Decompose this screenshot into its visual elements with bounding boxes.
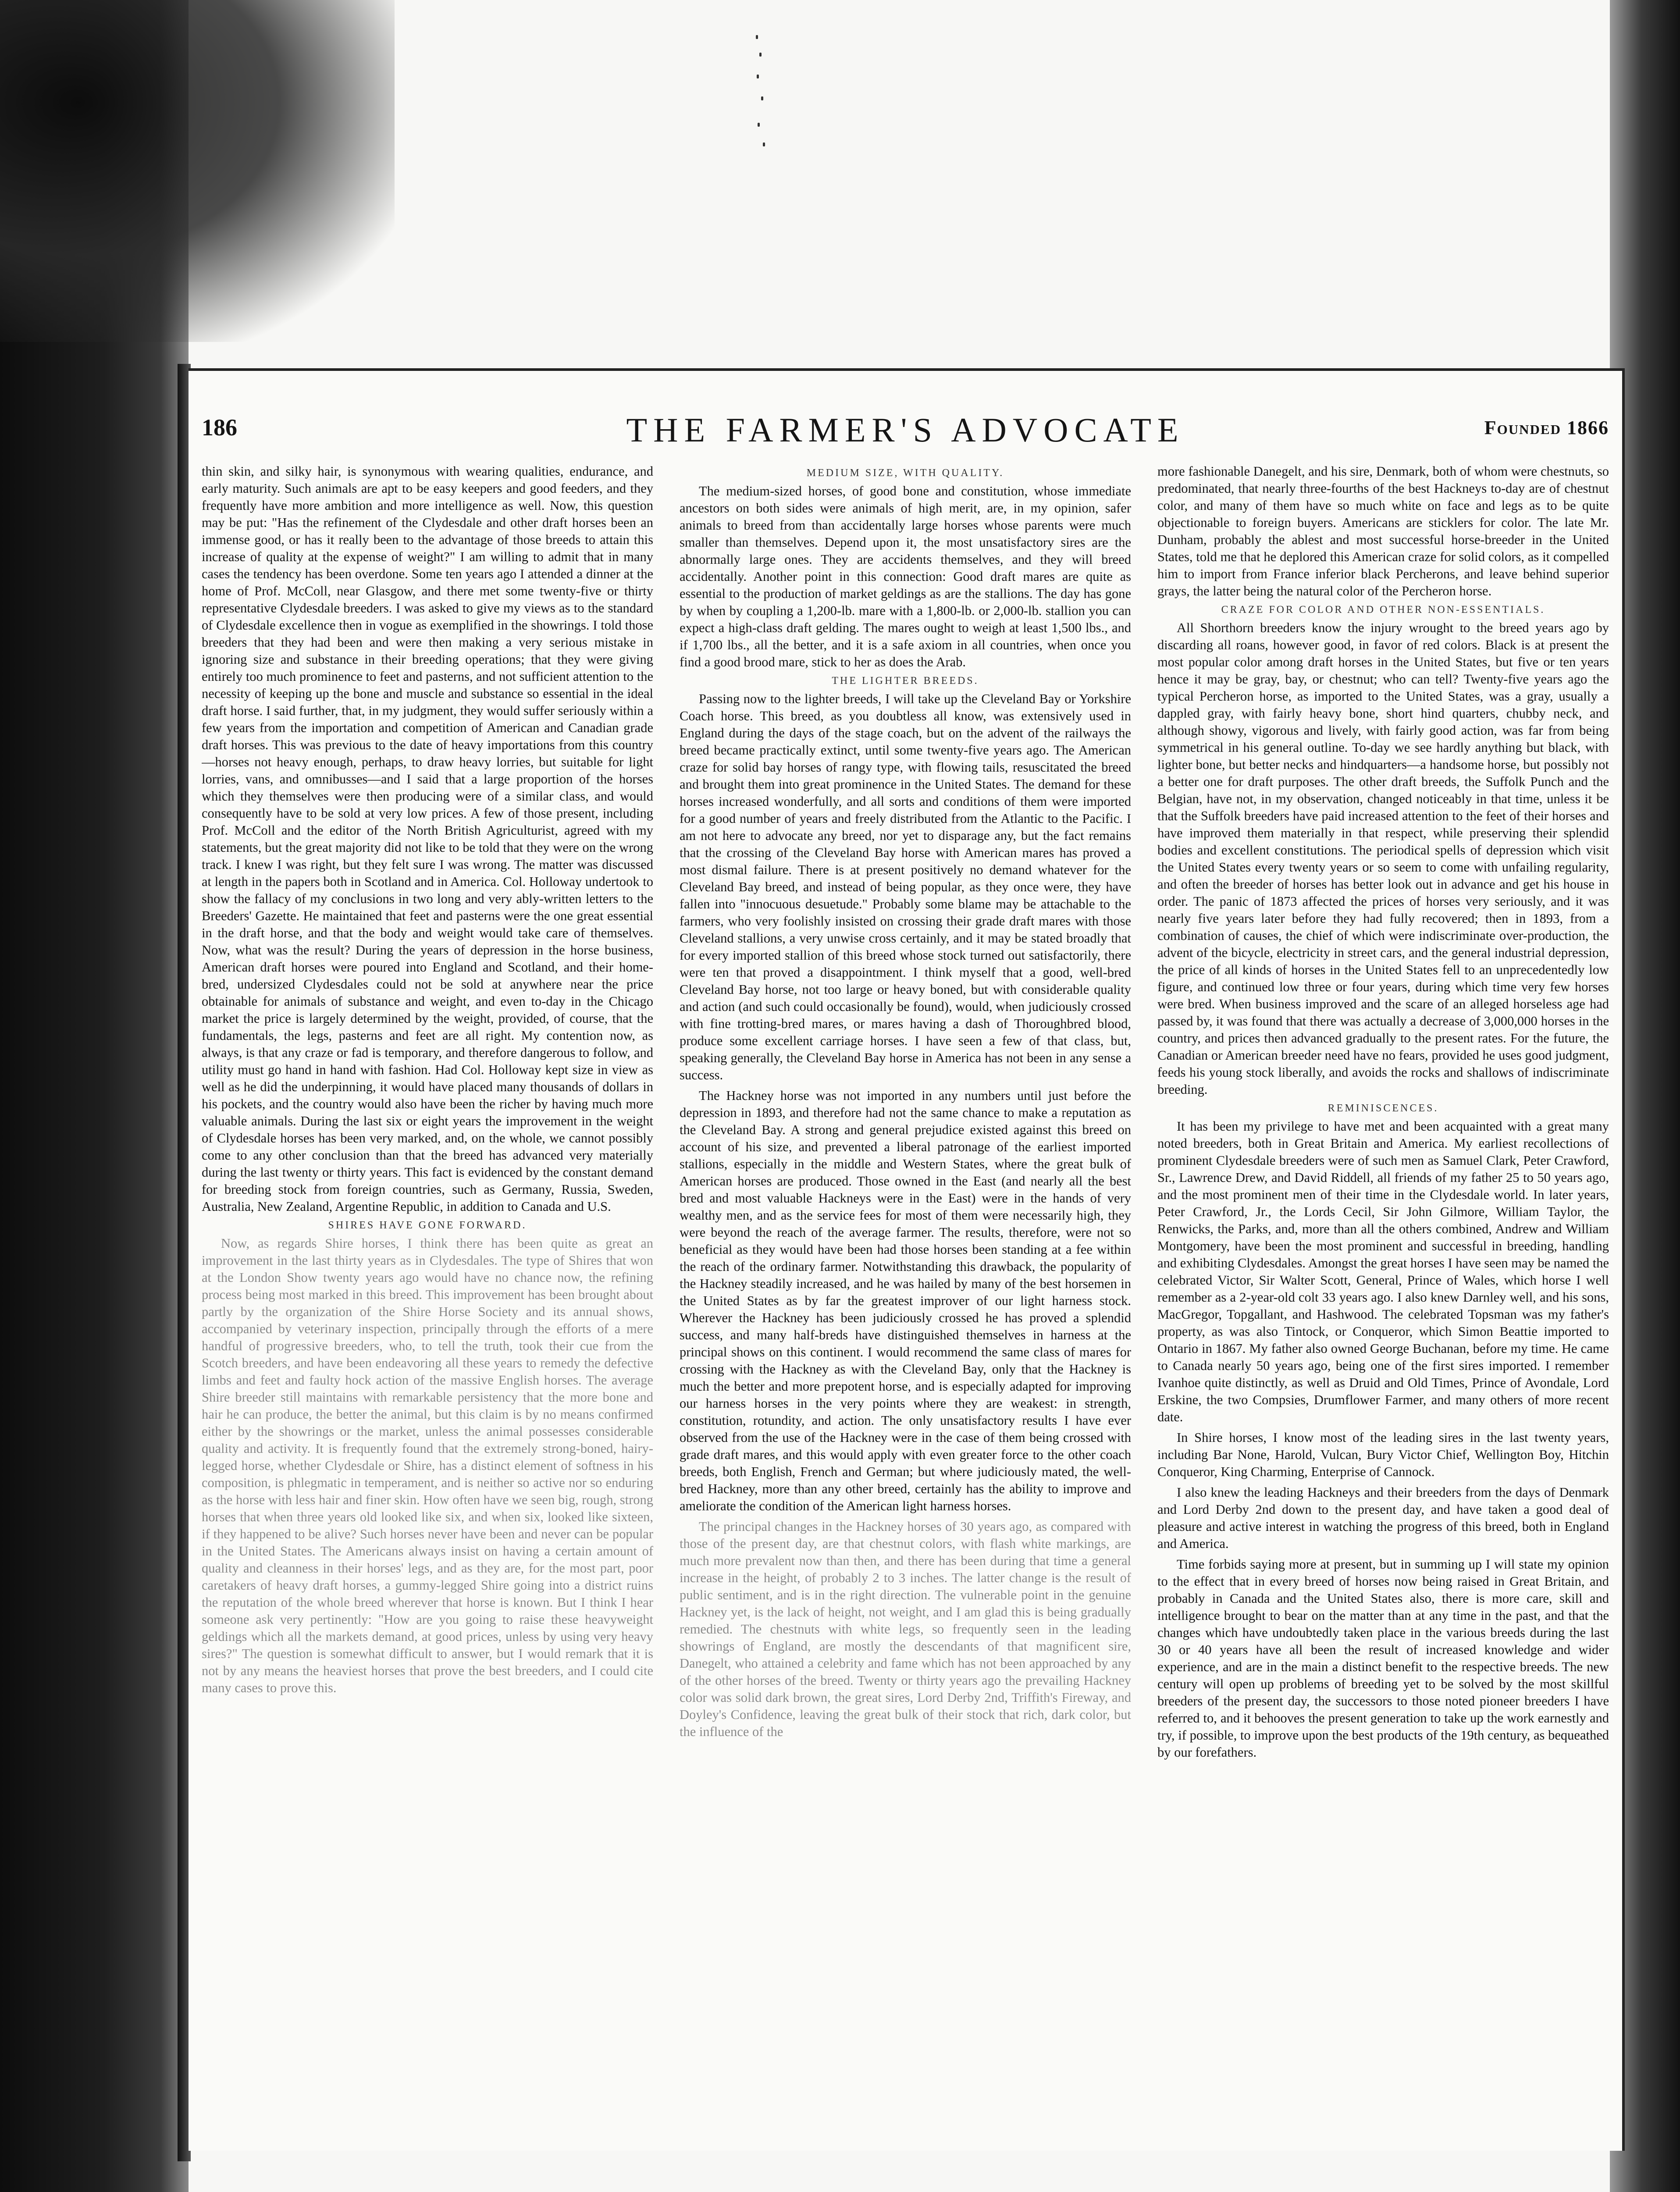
masthead: THE FARMER'S ADVOCATE: [626, 411, 1185, 449]
paragraph: Passing now to the lighter breeds, I will take up the Cleveland Bay or Yorkshire Coach horse. This breed, as you doubtless all know, was extensively used in England during the days of the stage coach, but on the advent of the railways the breed became practically extinct, until some twenty-five years ago. The American craze for solid bay horses of rangy type, with flowing tails, resuscitated the breed and brought them into great prominence in the United States. The demand for these horses increased wonderfully, and all sorts and conditions of them were imported for a good number of years and freely distributed from the Atlantic to the Pacific. I am not here to advocate any breed, nor yet to disparage any, but the fact remains that the crossing of the Cleveland Bay horse with American mares has proved a most dismal failure. There is at present positively no demand whatever for the Cleveland Bay breed, and instead of being popular, as they once were, they have fallen into "innocuous desuetude." Probably some blame may be attachable to the farmers, who very foolishly insisted on crossing their grade draft mares with those Cleveland stallions, a very unwise cross certainly, and it may be stated broadly that for every imported stallion of this breed whose stock turned out satisfactorily, there were ten that proved a disappointment. I think myself that a good, well-bred Cleveland Bay horse, not too large or heavy boned, but with considerable quality and action (and such could occasionally be found), would, when judiciously crossed with fine trotting-bred mares, or mares having a dash of Thoroughbred blood, produce some excellent carriage horses. I have seen a few of that class, but, speaking generally, the Cleveland Bay horse in America has not been in any sense a success.: [680, 691, 1131, 1082]
paragraph: All Shorthorn breeders know the injury wrought to the breed years ago by discarding all roans, however good, in favor of red colors. Black is at present the most popular color among draft horses in the United States, but five or ten years hence it may be gray, bay, or chestnut; who can tell? Twenty-five years ago the typical Percheron horse, as imported to the United States, was a gray, usually a dappled gray, with fairly heavy bone, short hind quarters, chubby neck, and although showy, vigorous and lively, with fairly good action, was far from being symmetrical in his general outline. To-day we see hardly anything but black, with lighter bone, but better necks and hindquarters—a handsome horse, but possibly not a better one for draft purposes. The other draft breeds, the Suffolk Punch and the Belgian, have not, in my observation, changed noticeably in that time, unless it be that the Suffolk breeders have paid increased attention to the feet of their horses and have improved them materially in that respect, while preserving their splendid bodies and excellent constitutions. The periodical spells of depression which visit the United States every twenty years or so seem to come with unfailing regularity, and often the breeder of horses has better look out in advance and get his house in order. The panic of 1873 affected the prices of horses very seriously, and it was nearly five years later before they had fully recovered; then in 1893, from a combination of causes, the chief of which were indiscriminate over-production, the advent of the bicycle, electricity in street cars, and the general industrial depression, the price of all kinds of horses in the United States fell to an unprecedentedly low figure, and continued low three or four years, during which time very few horses were bred. When business improved and the scare of an alleged horseless age had passed by, it was found that there was actually a decrease of 3,000,000 horses in the country, and prices then advanced gradually to the present rates. For the future, the Canadian or American breeder need have no fears, provided he uses good judgment, feeds his young stock liberally, and avoids the rocks and shallows of indiscriminate breeding.: [1157, 620, 1609, 1097]
section-heading: THE LIGHTER BREEDS.: [832, 675, 979, 687]
page-header: [202, 410, 1609, 450]
scan-shadow: [0, 0, 395, 342]
column-middle: [680, 463, 1131, 2133]
paragraph: Time forbids saying more at present, but in summing up I will state my opinion to the effect that in every breed of horses now being raised in Great Britain, and probably in Canada and the United States also, there is more care, skill and intelligence brought to bear on the matter than at any time in the past, and that the changes which have undoubtedly taken place in the various breeds during the last 30 or 40 years have all been the result of increased knowledge and wider experience, and are in the main a distinct benefit to the respective breeds. The new century will open up problems of breeding yet to be solved by the most skillful breeders of the present day, the successors to those noted pioneer breeders I have referred to, and it behooves the present generation to take up the work earnestly and try, if possible, to improve upon the best products of the 19th century, as bequeathed by our forefathers.: [1157, 1557, 1609, 1760]
paragraph: The principal changes in the Hackney horses of 30 years ago, as compared with those of the present day, are that chestnut colors, with flash white markings, are much more prevalent now than then, and there has been during that time a general increase in the height, of probably 2 to 3 inches. The latter change is the result of public sentiment, and is in the right direction. The vulnerable point in the genuine Hackney yet, is the lack of height, not weight, and I am glad this is being gradually remedied. The chestnuts with white legs, so frequently seen in the leading showrings of England, are mostly the descendants of that magnificent sire, Danegelt, who attained a celebrity and fame which has not been approached by any of the other horses of the breed. Twenty or thirty years ago the prevailing Hackney color was solid dark brown, the great sires, Lord Derby 2nd, Triffith's Fireway, and Doyley's Confidence, leaving the great bulk of their stock that rich, dark color, but the influence of the: [680, 1519, 1131, 1739]
column-left: [202, 463, 653, 2133]
paragraph: I also knew the leading Hackneys and their breeders from the days of Denmark and Lord Derby 2nd down to the present day, and have taken a good deal of pleasure and active interest in watching the progress of this breed, both in England and America.: [1157, 1485, 1609, 1551]
paragraph: more fashionable Danegelt, and his sire, Denmark, both of whom were chestnuts, so predominated, that nearly three-fourths of the best Hackneys to-day are of chestnut color, and many of them have so much white on face and legs as to be quite objectionable to foreign buyers. Americans are sticklers for color. The late Mr. Dunham, probably the ablest and most successful horse-breeder in the United States, told me that he deplored this American craze for solid colors, as it compelled him to import from France inferior black Percherons, and leave behind superior grays, the latter being the natural color of the Percheron horse.: [1157, 464, 1609, 598]
paragraph: It has been my privilege to have met and been acquainted with a great many noted breeders, both in Great Britain and America. My earliest recollections of prominent Clydesdale breeders were of such men as Samuel Clark, Peter Crawford, Sr., Lawrence Drew, and David Riddell, all friends of my father 25 to 50 years ago, and the most prominent men of their time in the Clydesdale world. In later years, Peter Crawford, Jr., the Lords Cecil, Sir John Gilmore, William Taylor, the Renwicks, the Parks, and, more than all the others combined, Andrew and William Montgomery, have been the most prominent and successful in breeding, handling and exhibiting Clydesdales. Amongst the great horses I have seen may be named the celebrated Victor, Sir Walter Scott, General, Prince of Wales, which horse I well remember as a 2-year-old colt 33 years ago. I also knew Darnley well, and his sons, MacGregor, Topgallant, and Hashwood. The celebrated Topsman was my father's property, as was also Tintock, or Conqueror, which Simon Beattie imported to Ontario in 1867. My father also owned George Buchanan, before my time. He came to Canada nearly 50 years ago, being one of the first sires imported. I remember Ivanhoe quite distinctly, as well as Druid and Old Times, Prince of Avondale, Lord Erskine, the two Compsies, Drumflower Farmer, and many others of more recent date.: [1157, 1119, 1609, 1424]
founded-label: Founded 1866: [1484, 417, 1609, 438]
section-heading: REMINISCENCES.: [1328, 1103, 1439, 1114]
dust-specks: [754, 35, 772, 149]
column-right: [1157, 463, 1609, 2133]
section-heading: MEDIUM SIZE, WITH QUALITY.: [806, 467, 1004, 479]
page-number: 186: [202, 414, 237, 441]
section-heading: CRAZE FOR COLOR AND OTHER NON-ESSENTIALS.: [1221, 604, 1545, 616]
newspaper-page: [189, 368, 1625, 2151]
paragraph: thin skin, and silky hair, is synonymous with wearing qualities, endurance, and early maturity. Such animals are apt to be easy keepers and good feeders, and they frequently have more ambition and more intelligence as well. Now, this question may be put: "Has the refinement of the Clydesdale and other draft horses been an immense good, or has it really been to the advantage of those breeds to attain this increase of quality at the expense of weight?" I am willing to admit that in many cases the tendency has been overdone. Some ten years ago I attended a dinner at the home of Prof. McColl, near Glasgow, and there met some twenty-five or thirty representative Clydesdale breeders. I was asked to give my views as to the standard of Clydesdale excellence then in vogue as exemplified in the showrings. I told those breeders that they had been and were then making a very serious mistake in ignoring size and substance in their breeding operations; that they were giving entirely too much prominence to feet and pasterns, and not sufficient attention to the necessity of keeping up the bone and muscle and substance so essential in the ideal draft horse. I said further, that, in my judgment, they would suffer seriously within a few years from the importation and competition of American and Canadian grade draft horses. This was previous to the date of heavy importations from this country—horses not heavy enough, perhaps, to draw heavy lorries, but suitable for light lorries, vans, and omnibusses—and I said that a large proportion of the horses which they themselves were then producing were of a similar class, and would consequently have to be sold at very low prices. A few of those present, including Prof. McColl and the editor of the North British Agriculturist, agreed with my statements, but the great majority did not like to be told that they were on the wrong track. I knew I was right, but they felt sure I was wrong. The matter was discussed at length in the papers both in Scotland and in America. Col. Holloway undertook to show the fallacy of my conclusions in two long and very ably-written letters to the Breeders' Gazette. He maintained that feet and pasterns were the one great essential in the draft horse, and that the body and weight would take care of themselves. Now, what was the result? During the years of depression in the horse business, American draft horses were poured into England and Scotland, and their home-bred, undersized Clydesdales could not be sold at anywhere near the price obtainable for animals of substance and weight, and even to-day in the Chicago market the price is largely determined by the weight, provided, of course, that the fundamentals, the legs, pasterns and feet are all right. My contention now, as always, is that any craze or fad is temporary, and therefore dangerous to follow, and utility must go hand in hand with fashion. Had Col. Holloway kept size in view as well as he did the underpinning, it would have placed many thousands of dollars in his pockets, and the country would also have been the richer by having much more valuable animals. During the last six or eight years the improvement in the weight of Clydesdale horses has been very marked, and, on the whole, we cannot possibly come to any other conclusion than that the breed has advanced very materially during the last twenty or thirty years. This fact is evidenced by the constant demand for breeding stock from foreign countries, such as Germany, Russia, Sweden, Australia, New Zealand, Argentine Republic, in addition to Canada and U.S.: [202, 464, 653, 1214]
paragraph: The medium-sized horses, of good bone and constitution, whose immediate ancestors on both sides were animals of high merit, are, in my opinion, safer animals to breed from than accidentally large horses whose parents were much smaller than themselves. Depend upon it, the most unsatisfactory sires are the abnormally large ones. They are accidents themselves, and they will breed accidentally. Another point in this connection: Good draft mares are quite as essential to the production of market geldings as are the stallions. The day has gone by when by coupling a 1,200-lb. mare with a 1,800-lb. or 2,000-lb. stallion you can expect a high-class draft gelding. The mares ought to weigh at least 1,500 lbs., and if 1,700 lbs., all the better, and it is a safe axiom in all countries, when once you find a good brood mare, stick to her as does the Arab.: [680, 484, 1131, 669]
article-columns: [202, 463, 1609, 2133]
paragraph: In Shire horses, I know most of the leading sires in the last twenty years, including Bar None, Harold, Vulcan, Bury Victor Chief, Wellington Boy, Hitchin Conqueror, King Charming, Enterprise of Cannock.: [1157, 1430, 1609, 1479]
section-heading: SHIRES HAVE GONE FORWARD.: [328, 1220, 527, 1231]
paragraph: Now, as regards Shire horses, I think there has been quite as great an improvement in the last thirty years as in Clydesdales. The type of Shires that won at the London Show twenty years ago would have no chance now, the refining process being most marked in this breed. This improvement has been brought about partly by the organization of the Shire Horse Society and its annual shows, accompanied by veterinary inspection, principally through the efforts of a mere handful of progressive breeders, who, to tell the truth, took their cue from the Scotch breeders, and have been endeavoring all these years to remedy the defective limbs and feet and faulty hock action of the massive English horses. The average Shire breeder still maintains with remarkable persistency that the more bone and hair he can produce, the better the animal, but this claim is by no means confirmed either by the showrings or the market, unless the animal possesses considerable quality and activity. It is frequently found that the extremely strong-boned, hairy-legged horse, whether Clydesdale or Shire, has a distinct element of softness in his composition, is phlegmatic in temperament, and is neither so active nor so enduring as the horse with less hair and finer skin. How often have we seen big, rough, strong horses that when three years old looked like six, and when six, looked like sixteen, if they happened to be alive? Such horses never have been and never can be popular in the United States. The Americans always insist on having a certain amount of quality and cleanness in their horses' legs, and as they are, for the most part, poor caretakers of heavy draft horses, a gummy-legged Shire going into a district ruins the reputation of the whole breed wherever that horse is known. But I think I hear someone ask very pertinently: "How are you going to raise these heavyweight geldings which all the markets demand, at good prices, unless by using very heavy sires?" The question is somewhat difficult to answer, but I would remark that it is not by any means the heaviest horses that prove the best breeders, and I could cite many cases to prove this.: [202, 1236, 653, 1695]
paragraph: The Hackney horse was not imported in any numbers until just before the depression in 1893, and therefore had not the same chance to make a reputation as the Cleveland Bay. A strong and general prejudice existed against this breed on account of his size, and prevented a liberal patronage of the earliest imported stallions, especially in the middle and Western States, where the great bulk of American horses are produced. Those owned in the East (and nearly all the best bred and most valuable Hackneys were in the East) were in the hands of very wealthy men, and as the service fees for most of them were necessarily high, they were beyond the reach of the average farmer. The results, therefore, were not so beneficial as they would have been had those horses been standing at a fee within the reach of the ordinary farmer. Notwithstanding this drawback, the popularity of the Hackney steadily increased, and he was hailed by many of the best horsemen in the United States as by far the greatest improver of our light harness stock. Wherever the Hackney has been judiciously crossed he has proved a splendid success, and many half-breds have distinguished themselves in harness at the principal shows on this continent. I would recommend the same class of mares for crossing with the Hackney as with the Cleveland Bay, only that the Hackney is much the better and more prepotent horse, and is especially adapted for improving our harness horses in the very points where they are weakest: in strength, constitution, rotundity, and action. The only unsatisfactory results I have ever observed from the use of the Hackney were in the case of them being crossed with grade draft mares, and this would apply with even greater force to the other coach breeds, both English, French and German; but where judiciously mated, the well-bred Hackney, more than any other breed, certainly has the ability to improve and ameliorate the condition of the American light harness horses.: [680, 1088, 1131, 1513]
